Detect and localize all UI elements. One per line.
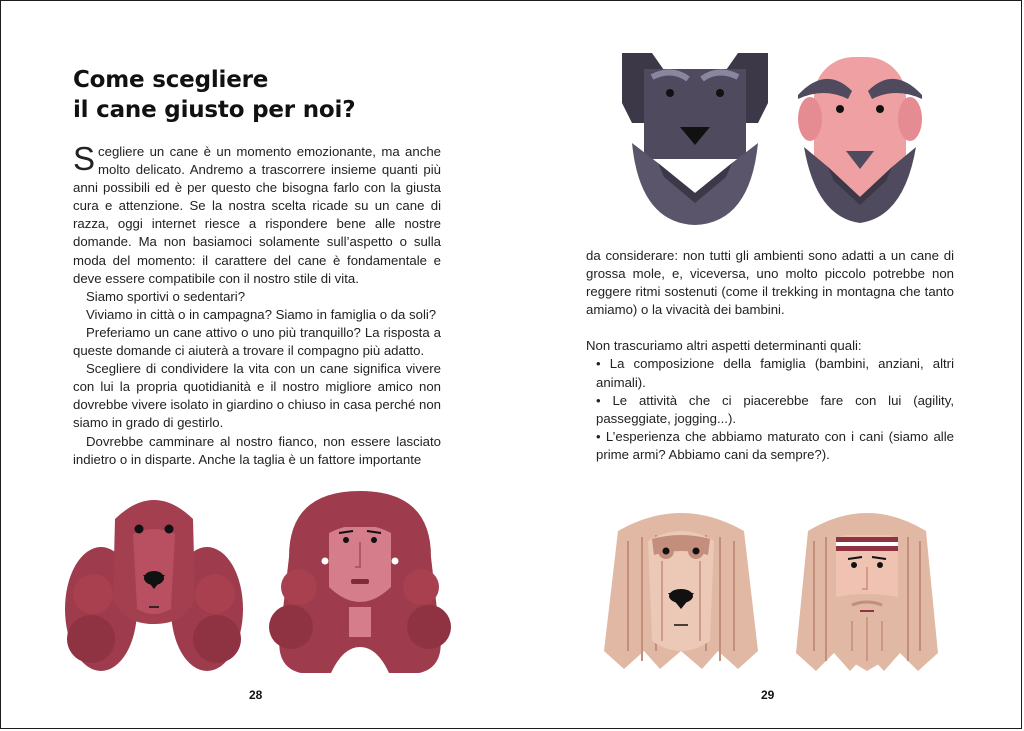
woman-illustration — [269, 487, 451, 679]
drop-cap: S — [73, 140, 96, 177]
paragraph-gap — [586, 319, 954, 337]
paragraph-6: Dovrebbe camminare al nostro fianco, non essere lasciato indietro o in disparte. Anche la taglia è un fattore importante — [73, 433, 441, 467]
title-line-1: Come scegliere — [73, 67, 269, 93]
hippie-man-illustration — [792, 501, 942, 675]
paragraph-3: Viviamo in città o in campagna? Siamo in famiglia o da soli? — [86, 306, 437, 322]
paragraph-1-text: cegliere un cane è un momento emozionante, ma anche molto delicato. Andremo a trascorrere insieme quanti più anni possibili ed è per questo che bisogna farlo con la giusta cura e attenzione. Se la nostra scelta ricade su un cane di razza, oggi internet riesce a rispondere bene alle nostre domande. Ma non basiamoci solamente sull’aspetto o sulla moda del momento: il carattere del cane è fondamentale e deve essere compatibile con il nostro stile di vita. — [73, 144, 441, 286]
afghan-hound-illustration — [598, 501, 764, 673]
bullet-item: • L’esperienza che abbiamo maturato con i cani (siamo alle prime armi? Abbiamo cani da sempre?). — [596, 428, 954, 462]
paragraph-2: Siamo sportivi o sedentari? — [86, 288, 246, 304]
page-number: 29 — [761, 688, 775, 702]
right-page — [512, 1, 1023, 728]
continuation-paragraph: da considerare: non tutti gli ambienti sono adatti a un cane di grossa mole, e, viceversa, uno molto piccolo potrebbe non reggere ritmi sostenuti (come il trekking in montagna che tanto amiamo) o la vivacità dei bambini. — [586, 248, 954, 318]
intro-paragraph: Non trascuriamo altri aspetti determinanti quali: — [586, 338, 862, 354]
setter-dog-illustration — [63, 489, 245, 679]
paragraph-4: Preferiamo un cane attivo o uno più tranquillo? La risposta a queste domande ci aiuterà a trovare il compagno più adatto. — [73, 324, 441, 359]
page-number: 28 — [249, 688, 263, 702]
bald-man-illustration — [796, 47, 924, 225]
paragraph-5: Scegliere di condividere la vita con un cane significa vivere con lui la propria quotidianità e il nostro migliore amico non dovrebbe vivere isolato in giardino o chiuso in casa perché non siamo in grado di gestirlo. — [73, 361, 442, 431]
page-title — [73, 65, 355, 125]
title-line-2: il cane giusto per noi? — [73, 97, 356, 123]
bullet-item: • Le attività che ci piacerebbe fare con lui (agility, passeggiate, jogging...). — [596, 392, 954, 426]
bullet-item: • La composizione della famiglia (bambini, anziani, altri animali). — [596, 356, 954, 390]
left-body-text — [73, 140, 442, 469]
schnauzer-dog-illustration — [622, 53, 768, 225]
paragraph-1 — [73, 140, 441, 288]
left-page — [1, 1, 512, 728]
right-body-text — [586, 247, 954, 464]
